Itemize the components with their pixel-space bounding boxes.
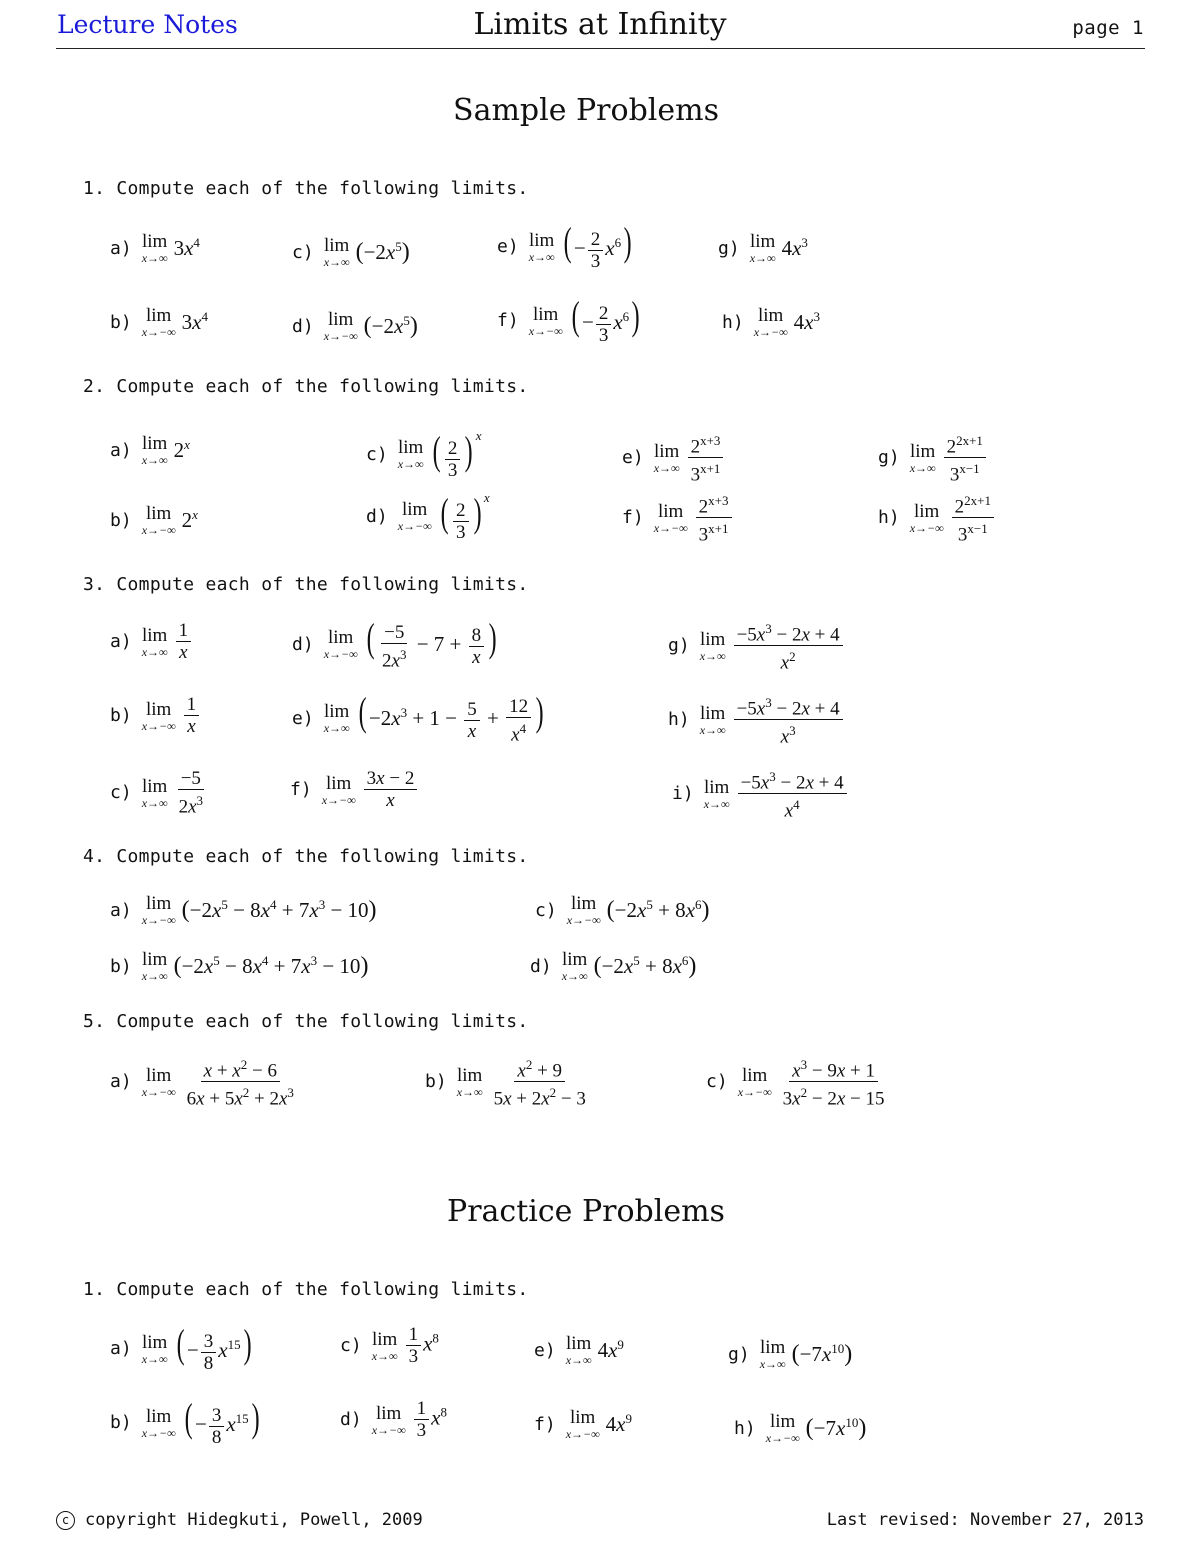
p4-item-b: b) lim x→∞ $(-2x^5 - 8x^4 + 7x^3 - 10)$ (110, 949, 369, 983)
pp1-item-e: e) lim x→∞ $4x^9$ (534, 1333, 624, 1367)
p2-item-g: g) lim x→∞ $\frac{2^{2x+1}}{3^{x-1}}$ (878, 430, 988, 486)
p3-item-i: i) lim x→∞ $\frac{-5x^3 - 2x + 4}{x^4}$ (672, 766, 849, 822)
pp1-item-f: f) lim x→−∞ $4x^9$ (534, 1407, 632, 1441)
problem-5-prompt: 5. Compute each of the following limits. (83, 1011, 529, 1032)
p2-item-h: h) lim x→−∞ $\frac{2^{2x+1}}{3^{x-1}}$ (878, 490, 996, 546)
p1-item-h: h) lim x→−∞ $4x^3$ (722, 305, 820, 339)
p3-item-a: a) lim x→∞ $\frac{1}{x}$ (110, 620, 193, 663)
p2-item-d: d) lim x→−∞ ( $\frac{2}{3}$ ) $^x$ (366, 490, 490, 543)
problem-2-prompt: 2. Compute each of the following limits. (83, 376, 529, 397)
p2-item-a: a) lim x→∞ 2$^x$ (110, 433, 190, 467)
header-course-label: Lecture Notes (57, 10, 238, 39)
p2-item-c: c) lim x→∞ ( $\frac{2}{3}$ ) $^x$ (366, 428, 482, 481)
page-number: page 1 (1072, 17, 1144, 39)
p2-item-b: b) lim x→−∞ 2$^x$ (110, 503, 198, 537)
p3-item-d: d) lim x→−∞ ( $\frac{-5}{2x^3}$ − 7 + $\frac{8}{x}$ ) (292, 615, 497, 671)
footer-copyright: c copyright Hidegkuti, Powell, 2009 (56, 1510, 423, 1530)
p4-item-d: d) lim x→∞ $(-2x^5 + 8x^6)$ (530, 949, 697, 983)
p3-item-g: g) lim x→∞ $\frac{-5x^3 - 2x + 4}{x^2}$ (668, 618, 845, 674)
pp1-item-g: g) lim x→∞ $(-7x^{10})$ (728, 1337, 853, 1371)
p3-item-h: h) lim x→∞ $\frac{-5x^3 - 2x + 4}{x^3}$ (668, 692, 845, 748)
p2-item-f: f) lim x→−∞ $\frac{2^{x+3}}{3^{x+1}}$ (622, 490, 734, 546)
p5-item-a: a) lim x→−∞ $\frac{x + x^2 - 6}{6x + 5x^2 + 2x^3}$ (110, 1054, 299, 1110)
pp1-item-b: b) lim x→−∞ ( − $\frac{3}{8}$ $x^{15}$) (110, 1395, 260, 1448)
p1-item-g: g) lim x→∞ $4x^3$ (718, 231, 808, 265)
p1-item-d: d) lim x→−∞ $(-2x^5)$ (292, 309, 418, 343)
p1-item-a: a) lim x→∞ $3x^4$ (110, 231, 200, 265)
p1-item-c: c) lim x→∞ $(-2x^5)$ (292, 235, 410, 269)
practice-problems-heading: Practice Problems (447, 1194, 725, 1229)
p3-item-e: e) lim x→∞ ( $-2x^3 + 1$ − $\frac{5}{x}$ + $\frac{12}{x^4}$ ) (292, 689, 544, 745)
p1-item-b: b) lim x→−∞ $3x^4$ (110, 305, 208, 339)
page-title: Limits at Infinity (473, 7, 727, 42)
problem-1-prompt: 1. Compute each of the following limits. (83, 178, 529, 199)
pp1-item-h: h) lim x→−∞ $(-7x^{10})$ (734, 1411, 867, 1445)
p4-item-a: a) lim x→−∞ $(-2x^5 - 8x^4 + 7x^3 - 10)$ (110, 893, 377, 927)
pp1-item-c: c) lim x→∞ $\frac{1}{3}$ $x^8$ (340, 1324, 439, 1367)
p3-item-b: b) lim x→−∞ $\frac{1}{x}$ (110, 694, 201, 737)
footer-last-revised: Last revised: November 27, 2013 (826, 1510, 1144, 1530)
p1-item-e: e) lim x→∞ ( − $\frac{2}{3}$ $x^6$) (497, 219, 632, 272)
pp1-item-a: a) lim x→∞ ( − $\frac{3}{8}$ $x^{15}$) (110, 1321, 252, 1374)
practice-1-prompt: 1. Compute each of the following limits. (83, 1279, 529, 1300)
p3-item-f: f) lim x→−∞ $\frac{3x - 2}{x}$ (290, 768, 419, 811)
p3-item-c: c) lim x→∞ $\frac{-5}{2x^3}$ (110, 768, 204, 818)
pp1-item-d: d) lim x→−∞ $\frac{1}{3}$ $x^8$ (340, 1398, 447, 1441)
p5-item-c: c) lim x→−∞ $\frac{x^3 - 9x + 1}{3x^2 - 2x - 15}$ (706, 1054, 889, 1110)
sample-problems-heading: Sample Problems (453, 93, 719, 128)
p1-item-f: f) lim x→−∞ ( − $\frac{2}{3}$ $x^6$) (497, 293, 640, 346)
problem-4-prompt: 4. Compute each of the following limits. (83, 846, 529, 867)
p4-item-c: c) lim x→−∞ $(-2x^5 + 8x^6)$ (535, 893, 710, 927)
header-rule (56, 48, 1145, 49)
problem-3-prompt: 3. Compute each of the following limits. (83, 574, 529, 595)
copyright-icon: c (56, 1511, 75, 1530)
p2-item-e: e) lim x→∞ $\frac{2^{x+3}}{3^{x+1}}$ (622, 430, 725, 486)
p5-item-b: b) lim x→∞ $\frac{x^2 + 9}{5x + 2x^2 - 3}$ (425, 1054, 591, 1110)
